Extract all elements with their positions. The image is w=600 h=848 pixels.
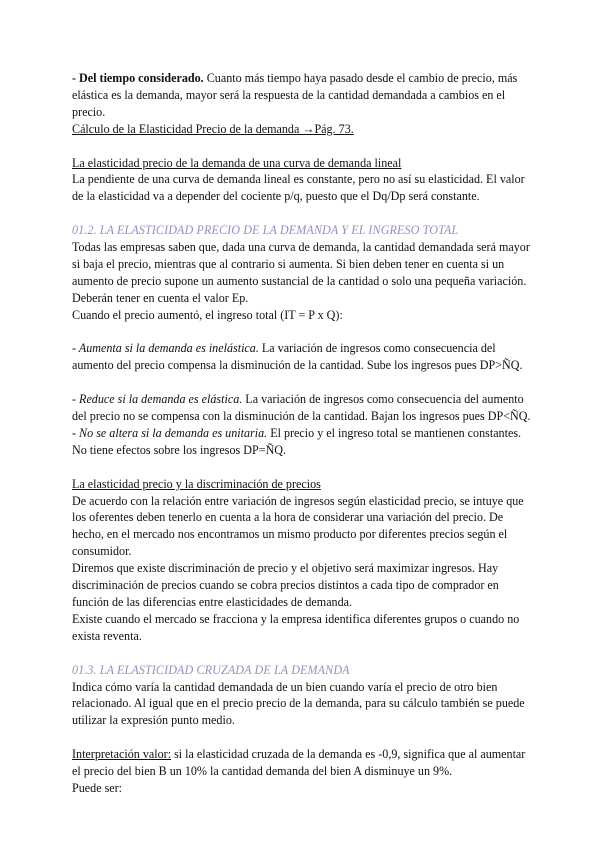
bullet-unitary-lead: - No se altera si la demanda es unitaria. [72,425,268,440]
paragraph-text: Cuanto más tiempo haya pasado desde el cambio de precio, más elástica es la demanda, mayor será la respuesta de la cantidad demandada a cambios en el precio. [72,71,518,119]
bullet-unitary [72,425,532,459]
paragraph-companies: Todas las empresas saben que, dada una curva de demanda, la cantidad demandada será mayor si baja el precio, mientras que al contrario si aumenta. Si bien deben tener en cuenta si un aumento de precio supone un aumento sustancial de la cantidad o solo una pequeña variación. Deberán tener en cuenta el valor Ep. [72,240,530,305]
section-heading-cross-elasticity: 01.3. LA ELASTICIDAD CRUZADA DE LA DEMANDA [72,662,350,677]
paragraph-discrimination-1: De acuerdo con la relación entre variación de ingresos según elasticidad precio, se intuye que los oferentes deben tenerlo en cuenta a la hora de considerar una variación del precio. De hecho, en el mercado nos encontramos un mismo producto por diferentes precios según el consumidor. [72,493,524,559]
paragraph-price-increase: Cuando el precio aumentó, el ingreso total (IT = P x Q): [72,307,343,322]
section-heading-total-revenue: 01.2. LA ELASTICIDAD PRECIO DE LA DEMANDA Y EL INGRESO TOTAL [72,223,459,238]
bullet-inelastic-lead: - Aumenta si la demanda es inelástica. [72,341,259,356]
paragraph-interpretation [72,746,532,780]
paragraph-discrimination-2: Diremos que existe discriminación de precio y el objetivo será maximizar ingresos. Hay discriminación de precios cuando se cobra precios distintos a cada tipo de comprador en función de las diferencias entre elasticidades de demanda. [72,561,499,610]
interpretation-label: Interpretación valor: [72,747,172,762]
paragraph-linear-demand: La pendiente de una curva de demanda lineal es constante, pero no así su elasticidad. El valor de la elasticidad va a depender del cociente p/q, puesto que el Dq/Dp será constante. [72,172,525,204]
bullet-unitary-text: El precio y el ingreso total se mantienen constantes. No tiene efectos sobre los ingresos DP=ÑQ. [72,425,522,457]
paragraph-time-factor [72,70,532,121]
bullet-elastic-lead: - Reduce si la demanda es elástica. [72,392,243,407]
bullet-elastic [72,391,532,425]
bullet-elastic-text: La variación de ingresos como consecuencia del aumento del precio no se compensa con la disminución de la cantidad. Bajan los ingresos pues DP<ÑQ. [72,392,531,424]
bullet-inelastic-text: La variación de ingresos como consecuencia del aumento del precio compensa la disminución de la cantidad. Sube los ingresos pues DP>ÑQ. [72,341,523,373]
paragraph-discrimination-3: Existe cuando el mercado se fracciona y la empresa identifica diferentes grupos o cuando no exista reventa. [72,611,520,643]
interpretation-text: si la elasticidad cruzada de la demanda es -0,9, significa que al aumentar el precio del bien B un 10% la cantidad demanda del bien A disminuye un 9%. [72,747,526,779]
calc-reference-link[interactable]: Cálculo de la Elasticidad Precio de la demanda →Pág. 73. [72,121,354,136]
paragraph-cross-elasticity: Indica cómo varía la cantidad demandada de un bien cuando varía el precio de otro bien relacionado. Al igual que en el precio precio de la demanda, para su cálculo también se puede utilizar la expresión punto medio. [72,679,525,728]
paragraph-puede-ser: Puede ser: [72,780,123,795]
bullet-inelastic [72,340,532,374]
bold-lead: - Del tiempo considerado. [72,71,204,85]
subheading-linear-demand: La elasticidad precio de la demanda de una curva de demanda lineal [72,155,402,170]
subheading-price-discrimination: La elasticidad precio y la discriminación de precios [72,476,321,491]
